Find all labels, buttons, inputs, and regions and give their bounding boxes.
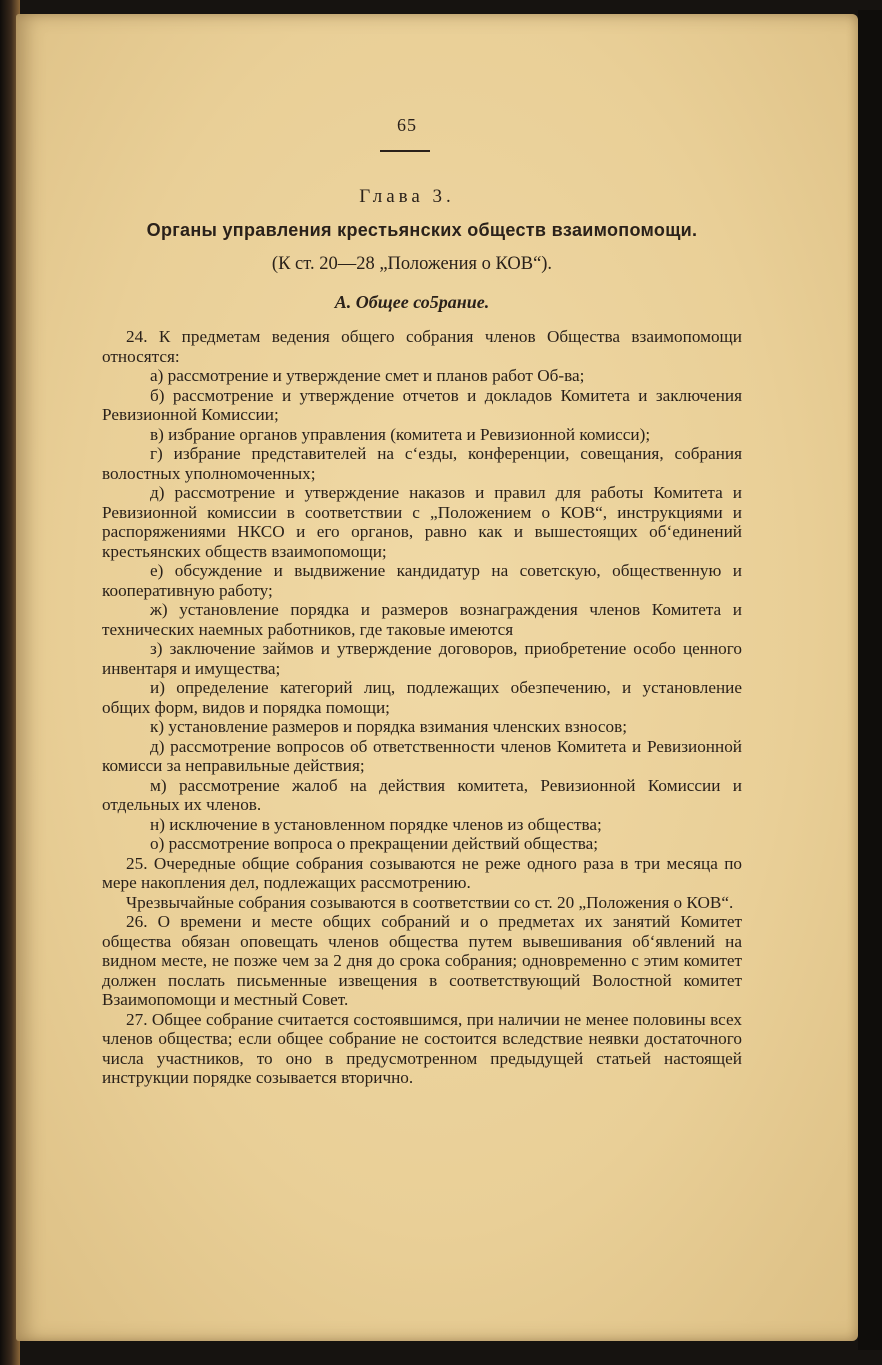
- chapter-heading: Глава 3.: [359, 186, 455, 207]
- list-item: з) заключение займов и утверждение договоров, приобретение особо ценного инвентаря и имущества;: [102, 639, 742, 678]
- book-page: [16, 14, 858, 1341]
- list-item: о) рассмотрение вопроса о прекращении действий общества;: [150, 834, 598, 853]
- statute-reference: (К ст. 20—28 „Положения о КОВ“).: [271, 254, 553, 274]
- list-item: б) рассмотрение и утверждение отчетов и докладов Комитета и заключения Ревизионной Комиссии;: [102, 385, 742, 424]
- scan-background-edge: [858, 10, 882, 1350]
- page-number-underline: [380, 150, 430, 152]
- list-item: в) избрание органов управления (комитета и Ревизионной комисси);: [150, 424, 651, 444]
- list-item: г) избрание представителей на с‘езды, конференции, совещания, собрания волостных уполномоченных;: [102, 444, 742, 483]
- list-item: д) рассмотрение вопросов об ответственности членов Комитета и Ревизионной комисси за неправильные действия;: [102, 736, 742, 775]
- paragraph: 26. О времени и месте общих собраний и о предметах их занятий Комитет общества обязан оповещать членов общества путем вывешивания об‘явлений на видном месте, не позже чем за 2 дня до срока собрания; одновременно с этим комитет должен послать письменные извещения в соответствующий Волостной комитет Взаимопомощи и местный Совет.: [102, 912, 742, 1009]
- paragraph: 25. Очередные общие собрания созываются не реже одного раза в три месяца по мере накопления дел, подлежащих рассмотрению.: [102, 853, 742, 892]
- list-item: а) рассмотрение и утверждение смет и планов работ Об-ва;: [150, 366, 585, 385]
- list-item: и) определение категорий лиц, подлежащих обезпечению, и установление общих форм, видов и порядка помощи;: [102, 678, 742, 717]
- body-text: [102, 327, 742, 1088]
- list-item: н) исключение в установленном порядке членов из общества;: [150, 814, 602, 834]
- list-item: к) установление размеров и порядка взимания членских взносов;: [150, 717, 628, 736]
- list-item: е) обсуждение и выдвижение кандидатур на советскую, общественную и кооперативную работу;: [102, 561, 742, 600]
- list-item: ж) установление порядка и размеров вознаграждения членов Комитета и технических наемных работников, где таковые имеются: [102, 600, 742, 639]
- subsection-heading: А. Общее со5рание.: [334, 292, 490, 312]
- paragraph: 27. Общее собрание считается состоявшимся, при наличии не менее половины всех членов общества; если общее собрание не состоится вследствие неявки достаточного числа участников, то оно в предусмотренном предыдущей статьей настоящей инструкции порядке созывается вторично.: [102, 1009, 742, 1087]
- paragraph: Чрезвычайные собрания созываются в соответствии со ст. 20 „Положения о КОВ“.: [126, 892, 734, 912]
- section-title: Органы управления крестьянских обществ взаимопомощи.: [146, 220, 698, 240]
- page-number: 65: [397, 115, 417, 135]
- paragraph: 24. К предметам ведения общего собрания членов Общества взаимопомощи относятся:: [102, 327, 742, 366]
- list-item: м) рассмотрение жалоб на действия комитета, Ревизионной Комиссии и отдельных их членов.: [102, 775, 742, 814]
- list-item: д) рассмотрение и утверждение наказов и правил для работы Комитета и Ревизионной комиссии в соответствии с „Положением о КОВ“, инструкциями и распоряжениями НКСО и его органов, равно как и вышестоящих об‘единений крестьянских обществ взаимопомощи;: [102, 483, 742, 561]
